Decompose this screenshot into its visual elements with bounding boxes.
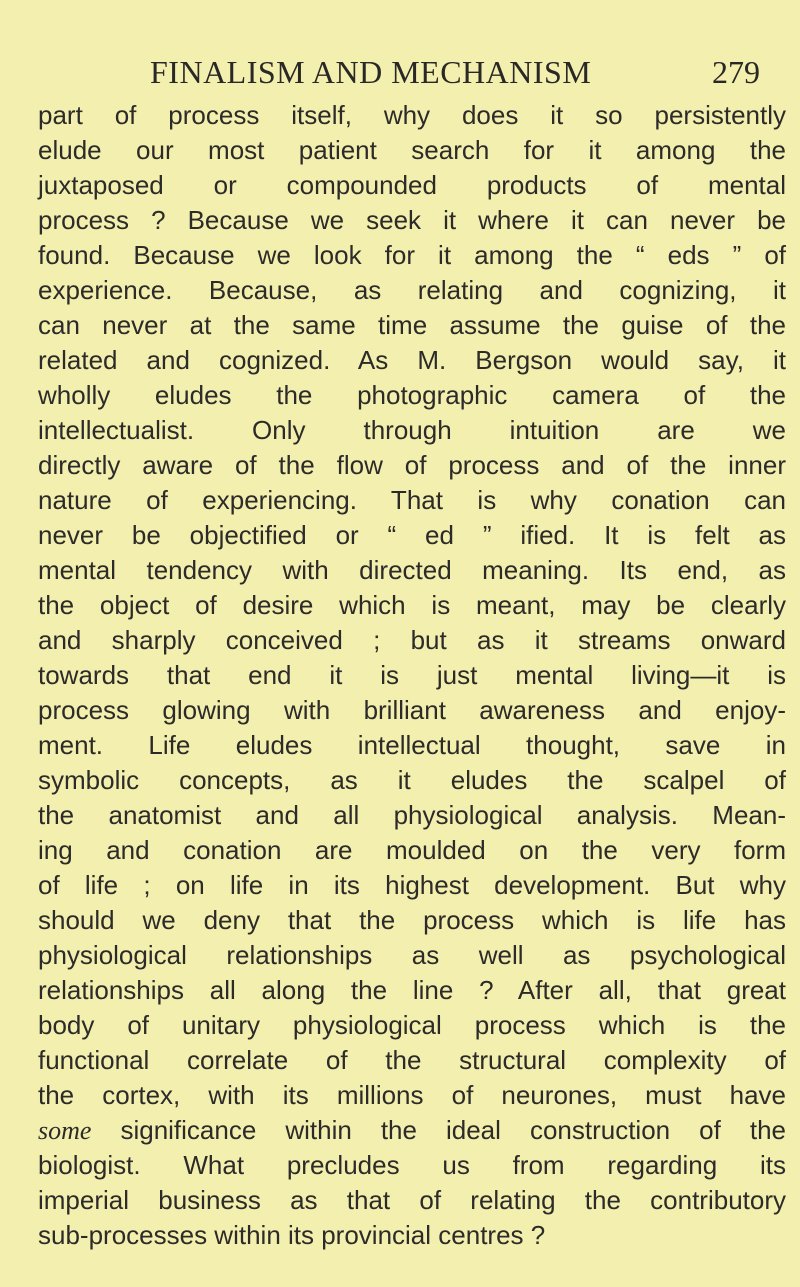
text-line-last: sub-processes within its provincial centres ? [38,1220,546,1250]
text-line: process ? Because we seek it where it can never be [38,205,786,235]
text-line: towards that end it is just mental living—it is [38,660,786,690]
text-line: the cortex, with its millions of neurones, must have [38,1080,786,1110]
text-line: juxtaposed or compounded products of mental [38,170,786,200]
text-line: part of process itself, why does it so persistently [38,100,786,130]
text-line: never be objectified or “ ed ” ified. It is felt as [38,520,786,550]
text-line: process glowing with brilliant awareness and enjoy- [38,695,786,725]
text-line: ment. Life eludes intellectual thought, save in [38,730,786,760]
text-line-with-italic [38,1113,786,1148]
page-number: 279 [712,54,760,90]
text-line: should we deny that the process which is life has [38,905,786,935]
text-line: elude our most patient search for it among the [38,135,786,165]
text-line: found. Because we look for it among the “ eds ” of [38,240,786,270]
running-header [0,48,800,98]
text-line: directly aware of the flow of process and of the inner [38,450,786,480]
line-remainder: significance within the ideal construction of the [91,1115,786,1145]
text-line: can never at the same time assume the guise of the [38,310,786,340]
text-line: symbolic concepts, as it eludes the scalpel of [38,765,786,795]
text-line: and sharply conceived ; but as it streams onward [38,625,786,655]
text-line: intellectualist. Only through intuition are we [38,415,786,445]
text-line: wholly eludes the photographic camera of the [38,380,786,410]
text-line: functional correlate of the structural complexity of [38,1045,786,1075]
running-title: FINALISM AND MECHANISM [150,54,592,90]
text-line: of life ; on life in its highest development. But why [38,870,786,900]
text-line: the object of desire which is meant, may be clearly [38,590,786,620]
text-line: the anatomist and all physiological analysis. Mean- [38,800,786,830]
text-line: related and cognized. As M. Bergson would say, it [38,345,786,375]
text-line: nature of experiencing. That is why conation can [38,485,786,515]
text-line: relationships all along the line ? After all, that great [38,975,786,1005]
text-line: ing and conation are moulded on the very form [38,835,786,865]
text-line: experience. Because, as relating and cognizing, it [38,275,786,305]
text-line: physiological relationships as well as psychological [38,940,786,970]
italic-word: some [38,1116,92,1145]
body-paragraph [38,98,786,1253]
text-line: imperial business as that of relating the contributory [38,1185,786,1215]
text-line: biologist. What precludes us from regarding its [38,1150,786,1180]
text-line: mental tendency with directed meaning. Its end, as [38,555,786,585]
text-line: body of unitary physiological process which is the [38,1010,786,1040]
